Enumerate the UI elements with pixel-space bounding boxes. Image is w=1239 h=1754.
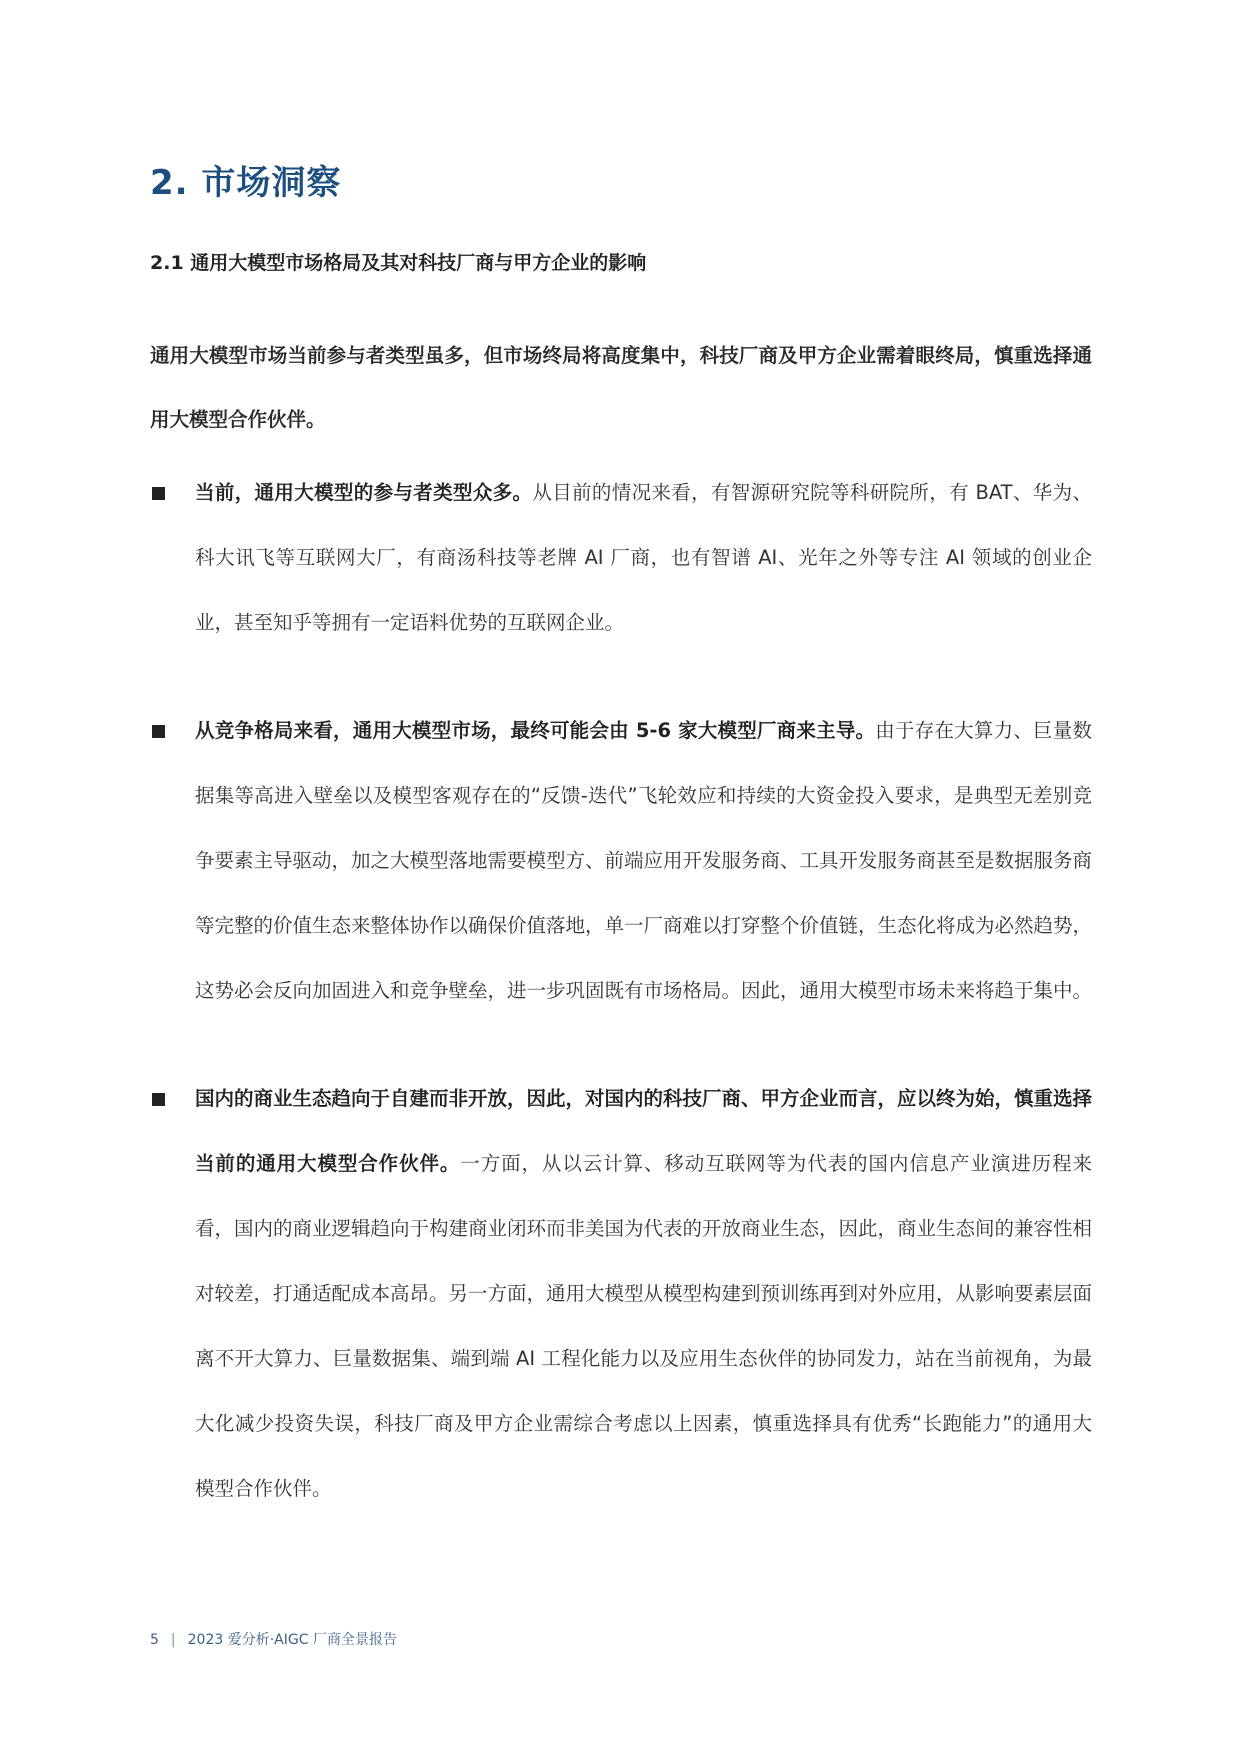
square-bullet-icon: [152, 487, 165, 500]
bullet-body-text: 由于存在大算力、巨量数据集等高进入壁垒以及模型客观存在的“反馈-迭代”飞轮效应和持续的大资金投入要求，是典型无差别竞争要素主导驱动，加之大模型落地需要模型方、前端应用开发服务商、工具开发服务商甚至是数据服务商等完整的价值生态来整体协作以确保价值落地，单一厂商难以打穿整个价值链，生态化将成为必然趋势，这势必会反向加固进入和竞争壁垒，进一步巩固既有市场格局。因此，通用大模型市场未来将趋于集中。: [195, 719, 1093, 1002]
page-number: 5: [150, 1632, 159, 1648]
footer-separator: |: [170, 1632, 176, 1648]
lead-paragraph: 通用大模型市场当前参与者类型虽多，但市场终局将高度集中，科技厂商及甲方企业需着眼终局，慎重选择通用大模型合作伙伴。: [150, 344, 1092, 431]
bullet-lead-text: 从竞争格局来看，通用大模型市场，最终可能会由 5-6 家大模型厂商来主导。: [195, 719, 876, 742]
page-footer: [150, 1630, 397, 1650]
bullet-item-1: [150, 460, 1092, 655]
section-title: 2. 市场洞察: [150, 163, 342, 203]
subsection-title: 2.1 通用大模型市场格局及其对科技厂商与甲方企业的影响: [150, 252, 647, 274]
bullet-body-text: 一方面，从以云计算、移动互联网等为代表的国内信息产业演进历程来看，国内的商业逻辑趋向于构建商业闭环而非美国为代表的开放商业生态，因此，商业生态间的兼容性相对较差，打通适配成本高昂。另一方面，通用大模型从模型构建到预训练再到对外应用，从影响要素层面离不开大算力、巨量数据集、端到端 AI 工程化能力以及应用生态伙伴的协同发力，站在当前视角，为最大化减少投资失误，科技厂商及甲方企业需综合考虑以上因素，慎重选择具有优秀“长跑能力”的通用大模型合作伙伴。: [195, 1152, 1093, 1500]
bullet-item-3: [150, 1066, 1092, 1521]
footer-report-title: 2023 爱分析·AIGC 厂商全景报告: [187, 1632, 397, 1648]
bullet-body-text: 从目前的情况来看，有智源研究院等科研院所，有 BAT、华为、科大讯飞等互联网大厂，有商汤科技等老牌 AI 厂商，也有智谱 AI、光年之外等专注 AI 领域的创业企业，甚至知乎等拥有一定语料优势的互联网企业。: [195, 481, 1092, 634]
bullet-list: [150, 460, 1092, 1564]
bullet-lead-text: 当前，通用大模型的参与者类型众多。: [195, 481, 533, 504]
bullet-item-2: [150, 698, 1092, 1023]
bullet-lead-text: 国内的商业生态趋向于自建而非开放，因此，对国内的科技厂商、甲方企业而言，应以终为始，慎重选择当前的通用大模型合作伙伴。: [195, 1087, 1093, 1175]
square-bullet-icon: [152, 725, 165, 738]
square-bullet-icon: [152, 1093, 165, 1106]
